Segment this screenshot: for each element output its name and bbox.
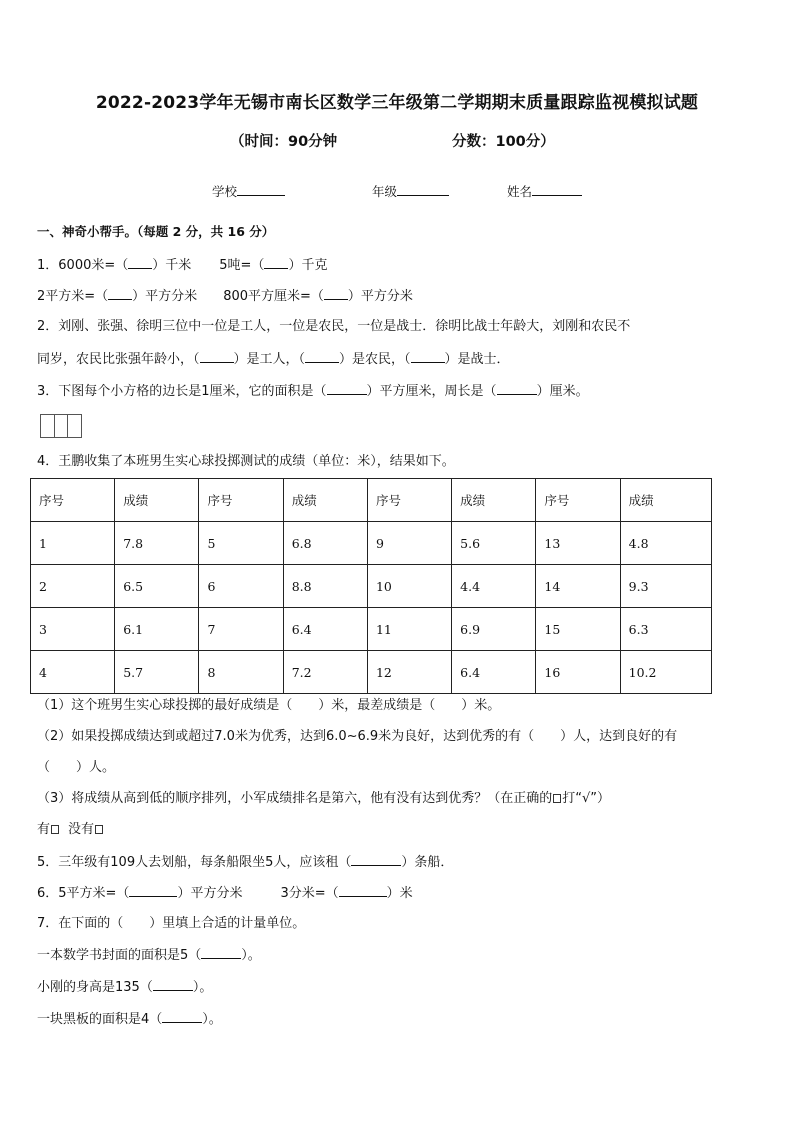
table-header: 成绩 — [115, 479, 199, 522]
option-yes-checkbox[interactable] — [51, 825, 59, 834]
table-row — [31, 565, 712, 608]
question-5: 5．三年级有109人去划船，每条船限坐5人，应该租（ ）条船． — [37, 855, 454, 870]
table-cell: 5.6 — [452, 522, 536, 565]
question-6: 6．5平方米=（ ）平方分米 3分米=（ ）米 — [37, 886, 413, 901]
answer-blank[interactable] — [351, 853, 401, 866]
answer-blank[interactable] — [201, 946, 241, 959]
question-4-options — [37, 821, 104, 839]
table-cell: 6.1 — [115, 608, 199, 651]
answer-blank[interactable] — [153, 978, 193, 991]
question-3: 3．下图每个小方格的边长是1厘米，它的面积是（ ）平方厘米，周长是（ ）厘米。 — [37, 384, 589, 399]
option-no-label: 没有 — [68, 822, 95, 837]
exam-time: （时间：90分钟 — [230, 134, 338, 150]
question-7a: 一本数学书封面的面积是5（ ）。 — [37, 948, 261, 963]
question-7: 7．在下面的（ ）里填上合适的计量单位。 — [37, 916, 306, 931]
table-cell: 14 — [536, 565, 620, 608]
table-header: 成绩 — [452, 479, 536, 522]
table-header: 成绩 — [620, 479, 711, 522]
answer-blank[interactable] — [108, 287, 132, 300]
table-cell: 10 — [367, 565, 451, 608]
question-1b: 2平方米=（ ）平方分米 800平方厘米=（ ）平方分米 — [37, 289, 413, 304]
table-cell: 1 — [31, 522, 115, 565]
table-cell: 6 — [199, 565, 283, 608]
table-cell: 6.4 — [283, 608, 367, 651]
section-heading: 一、神奇小帮手。（每题 2 分，共 16 分） — [37, 224, 275, 239]
table-cell: 11 — [367, 608, 451, 651]
question-4-intro: 4．王鹏收集了本班男生实心球投掷测试的成绩（单位：米），结果如下。 — [37, 454, 455, 469]
question-4-sub1: （1）这个班男生实心球投掷的最好成绩是（ ）米，最差成绩是（ ）米。 — [37, 698, 501, 713]
question-4-sub2-line2: （ ）人。 — [37, 760, 116, 775]
name-label: 姓名 — [507, 184, 533, 199]
square-grid-figure — [40, 414, 82, 438]
answer-blank[interactable] — [162, 1010, 202, 1023]
school-field[interactable] — [212, 182, 285, 200]
table-header: 序号 — [536, 479, 620, 522]
table-cell: 7 — [199, 608, 283, 651]
table-cell: 7.8 — [115, 522, 199, 565]
table-row — [31, 651, 712, 694]
table-cell: 3 — [31, 608, 115, 651]
grade-field[interactable] — [372, 182, 449, 200]
table-header: 序号 — [367, 479, 451, 522]
table-cell: 15 — [536, 608, 620, 651]
answer-blank[interactable] — [305, 350, 339, 363]
table-cell: 6.9 — [452, 608, 536, 651]
answer-blank[interactable] — [339, 884, 387, 897]
table-header: 序号 — [199, 479, 283, 522]
table-header: 序号 — [31, 479, 115, 522]
table-cell: 6.8 — [283, 522, 367, 565]
table-header: 成绩 — [283, 479, 367, 522]
exam-score: 分数：100分） — [452, 134, 555, 150]
answer-blank[interactable] — [497, 382, 537, 395]
table-cell: 6.5 — [115, 565, 199, 608]
table-cell: 16 — [536, 651, 620, 694]
table-cell: 8.8 — [283, 565, 367, 608]
table-row — [31, 608, 712, 651]
answer-blank[interactable] — [264, 256, 288, 269]
table-cell: 13 — [536, 522, 620, 565]
table-cell: 5.7 — [115, 651, 199, 694]
table-cell: 12 — [367, 651, 451, 694]
option-yes-label: 有 — [37, 822, 51, 837]
table-cell: 6.4 — [452, 651, 536, 694]
page-title: 2022-2023学年无锡市南长区数学三年级第二学期期末质量跟踪监视模拟试题 — [95, 93, 699, 113]
answer-blank[interactable] — [411, 350, 445, 363]
table-cell: 2 — [31, 565, 115, 608]
table-cell: 5 — [199, 522, 283, 565]
table-cell: 4 — [31, 651, 115, 694]
table-row — [31, 522, 712, 565]
question-1a: 1．6000米=（ ）千米 5吨=（ ）千克 — [37, 258, 328, 273]
school-label: 学校 — [212, 184, 238, 199]
table-cell: 8 — [199, 651, 283, 694]
question-7c: 一块黑板的面积是4（ ）。 — [37, 1012, 222, 1027]
checkbox-icon — [553, 794, 561, 803]
table-cell: 6.3 — [620, 608, 711, 651]
question-2-line1: 2．刘刚、张强、徐明三位中一位是工人，一位是农民，一位是战士．徐明比战士年龄大，刘刚和农民不 — [37, 319, 631, 334]
scores-table — [30, 478, 712, 694]
option-no-checkbox[interactable] — [95, 825, 103, 834]
table-cell: 7.2 — [283, 651, 367, 694]
table-cell: 10.2 — [620, 651, 711, 694]
name-field[interactable] — [507, 182, 582, 200]
table-cell: 9 — [367, 522, 451, 565]
answer-blank[interactable] — [324, 287, 348, 300]
question-2-line2: 同岁，农民比张强年龄小，（ ）是工人，（ ）是农民，（ ）是战士． — [37, 352, 510, 367]
question-7b: 小刚的身高是135（ ）。 — [37, 980, 213, 995]
table-cell: 9.3 — [620, 565, 711, 608]
table-cell: 4.4 — [452, 565, 536, 608]
table-header-row — [31, 479, 712, 522]
answer-blank[interactable] — [200, 350, 234, 363]
question-4-sub2-line1: （2）如果投掷成绩达到或超过7.0米为优秀，达到6.0~6.9米为良好，达到优秀的有（ ）人，达到良好的有 — [37, 729, 678, 744]
answer-blank[interactable] — [327, 382, 367, 395]
answer-blank[interactable] — [129, 884, 177, 897]
question-4-sub3: （3）将成绩从高到低的顺序排列，小军成绩排名是第六，他有没有达到优秀？（在正确的 打“√”） — [37, 791, 611, 806]
answer-blank[interactable] — [128, 256, 152, 269]
table-cell: 4.8 — [620, 522, 711, 565]
grade-label: 年级 — [372, 184, 398, 199]
